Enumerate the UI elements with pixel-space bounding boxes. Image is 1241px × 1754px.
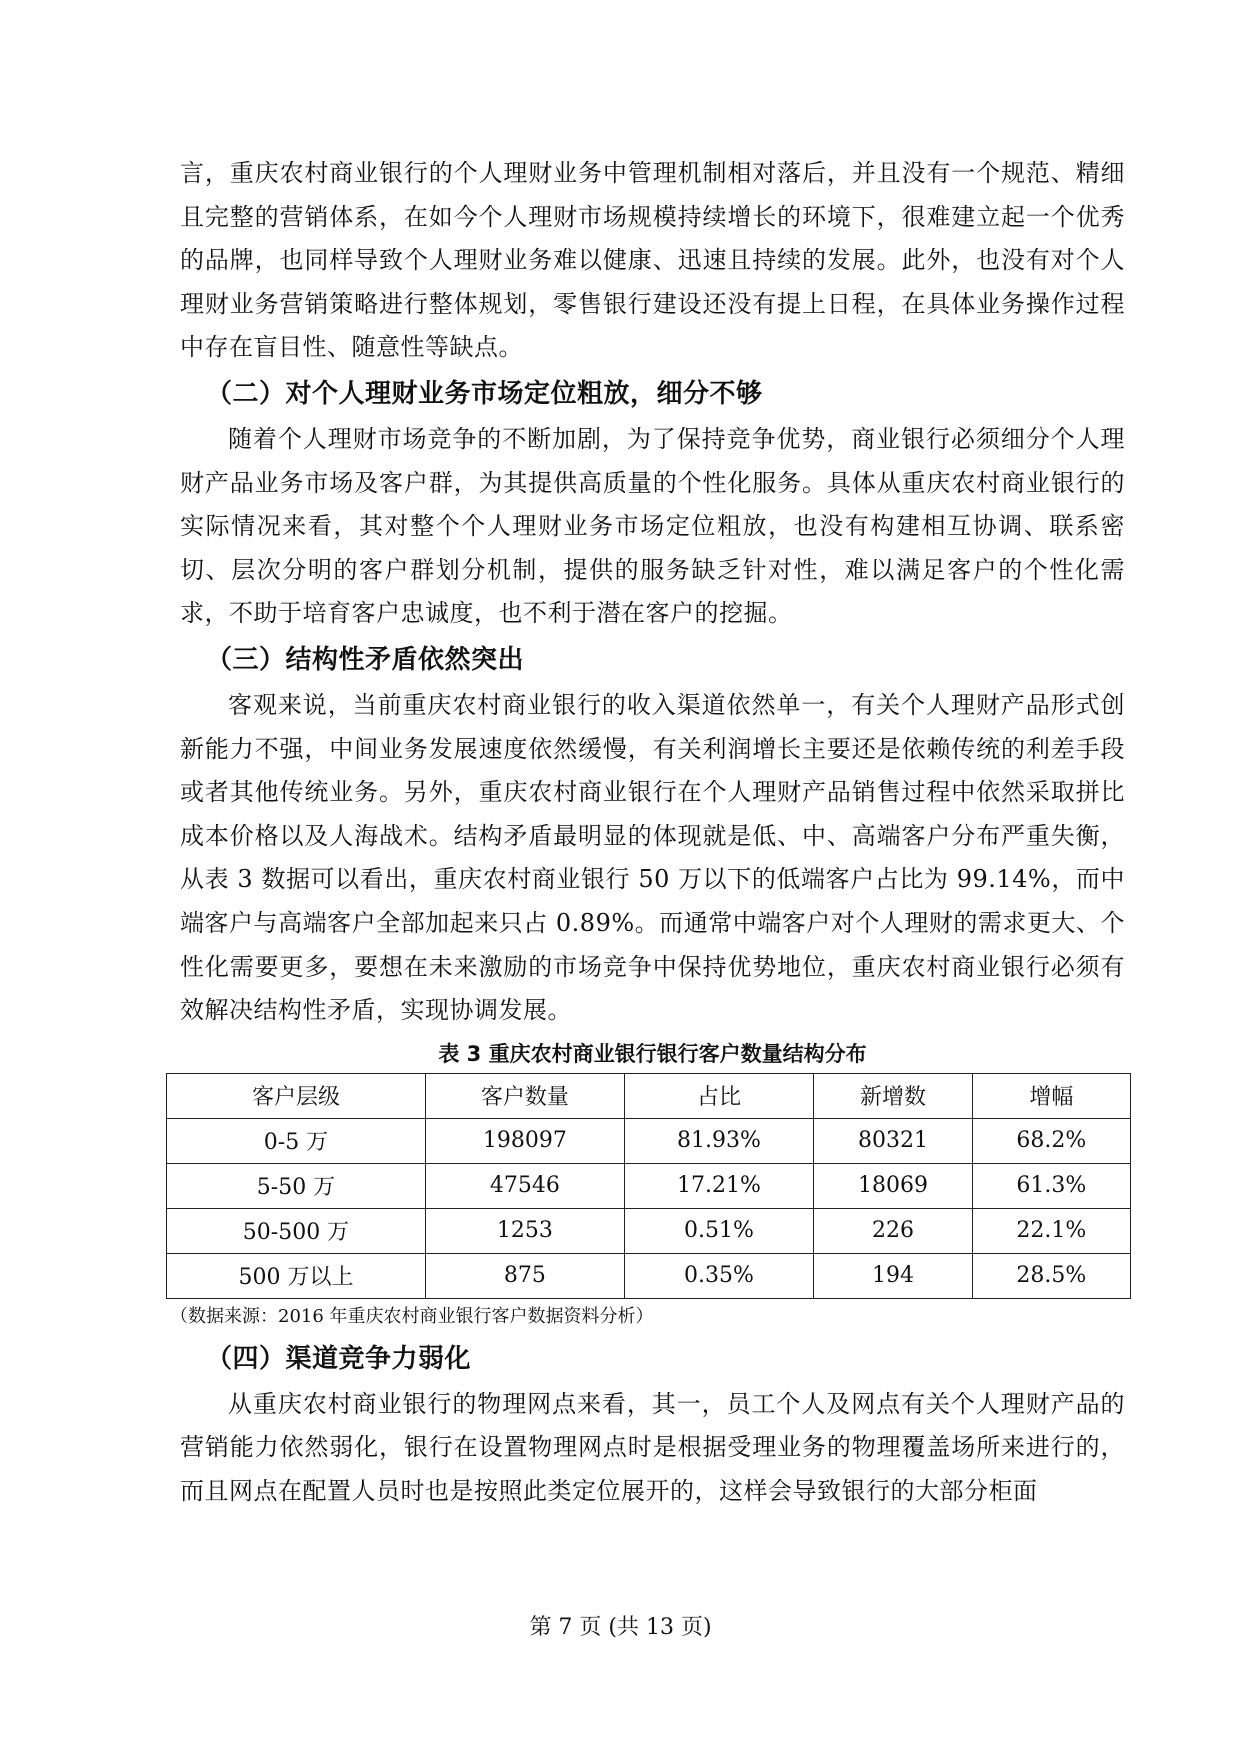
- table-cell: 875: [425, 1253, 624, 1298]
- table-cell: 0.35%: [624, 1253, 814, 1298]
- table-header-row: [167, 1073, 1131, 1118]
- paragraph-structural-contradiction: 客观来说，当前重庆农村商业银行的收入渠道依然单一，有关个人理财产品形式创新能力不强，中间业务发展速度依然缓慢，有关利润增长主要还是依赖传统的利差手段或者其他传统业务。另外，重庆农村商业银行在个人理财产品销售过程中依然采取拼比成本价格以及人海战术。结构矛盾最明显的体现就是低、中、高端客户分布严重失衡，从表 3 数据可以看出，重庆农村商业银行 50 万以下的低端客户占比为 99.14%，而中端客户与高端客户全部加起来只占 0.89%。而通常中端客户对个人理财的需求更大、个性化需要更多，要想在未来激励的市场竞争中保持优势地位，重庆农村商业银行必须有效解决结构性矛盾，实现协调发展。: [180, 690, 1125, 1025]
- table-cell: 0.51%: [624, 1208, 814, 1253]
- column-header: 占比: [624, 1073, 814, 1118]
- table-cell: 47546: [425, 1163, 624, 1208]
- table-row: [167, 1253, 1131, 1298]
- table-cell: 226: [814, 1208, 973, 1253]
- table-cell: 1253: [425, 1208, 624, 1253]
- table-row: [167, 1163, 1131, 1208]
- table-cell: 17.21%: [624, 1163, 814, 1208]
- table-cell: 194: [814, 1253, 973, 1298]
- section-heading-2: （二）对个人理财业务市场定位粗放，细分不够: [206, 378, 763, 409]
- customer-structure-table: [166, 1073, 1131, 1299]
- page-number-footer: 第 7 页 (共 13 页): [529, 1615, 712, 1640]
- table-cell: 5-50 万: [167, 1163, 426, 1208]
- table-source-note: （数据来源：2016 年重庆农村商业银行客户数据资料分析）: [170, 1305, 654, 1327]
- table-cell: 500 万以上: [167, 1253, 426, 1298]
- section-heading-4: （四）渠道竞争力弱化: [206, 1343, 472, 1374]
- table-row: [167, 1118, 1131, 1163]
- paragraph-market-positioning: 随着个人理财市场竞争的不断加剧，为了保持竞争优势，商业银行必须细分个人理财产品业务市场及客户群，为其提供高质量的个性化服务。具体从重庆农村商业银行的实际情况来看，其对整个个人理财业务市场定位粗放，也没有构建相互协调、联系密切、层次分明的客户群划分机制，提供的服务缺乏针对性，难以满足客户的个性化需求，不助于培育客户忠诚度，也不利于潜在客户的挖掘。: [180, 424, 1125, 628]
- table-cell: 50-500 万: [167, 1208, 426, 1253]
- column-header: 增幅: [972, 1073, 1130, 1118]
- column-header: 客户数量: [425, 1073, 624, 1118]
- table-cell: 68.2%: [972, 1118, 1130, 1163]
- section-heading-3: （三）结构性矛盾依然突出: [206, 644, 525, 675]
- table-cell: 61.3%: [972, 1163, 1130, 1208]
- table-cell: 198097: [425, 1118, 624, 1163]
- document-body: [170, 152, 1125, 1513]
- paragraph-intro-continued: 言，重庆农村商业银行的个人理财业务中管理机制相对落后，并且没有一个规范、精细且完整的营销体系，在如今个人理财市场规模持续增长的环境下，很难建立起一个优秀的品牌，也同样导致个人理财业务难以健康、迅速且持续的发展。此外，也没有对个人理财业务营销策略进行整体规划，零售银行建设还没有提上日程，在具体业务操作过程中存在盲目性、随意性等缺点。: [180, 159, 1125, 362]
- table-cell: 28.5%: [972, 1253, 1130, 1298]
- column-header: 客户层级: [167, 1073, 426, 1118]
- table-row: [167, 1208, 1131, 1253]
- table-cell: 0-5 万: [167, 1118, 426, 1163]
- table-caption: 表 3 重庆农村商业银行银行客户数量结构分布: [438, 1041, 867, 1066]
- table-cell: 80321: [814, 1118, 973, 1163]
- table-cell: 18069: [814, 1163, 973, 1208]
- table-cell: 81.93%: [624, 1118, 814, 1163]
- paragraph-channel-competitiveness: 从重庆农村商业银行的物理网点来看，其一，员工个人及网点有关个人理财产品的营销能力依然弱化，银行在设置物理网点时是根据受理业务的物理覆盖场所来进行的，而且网点在配置人员时也是按照此类定位展开的，这样会导致银行的大部分柜面: [180, 1389, 1125, 1505]
- column-header: 新增数: [814, 1073, 973, 1118]
- table-cell: 22.1%: [972, 1208, 1130, 1253]
